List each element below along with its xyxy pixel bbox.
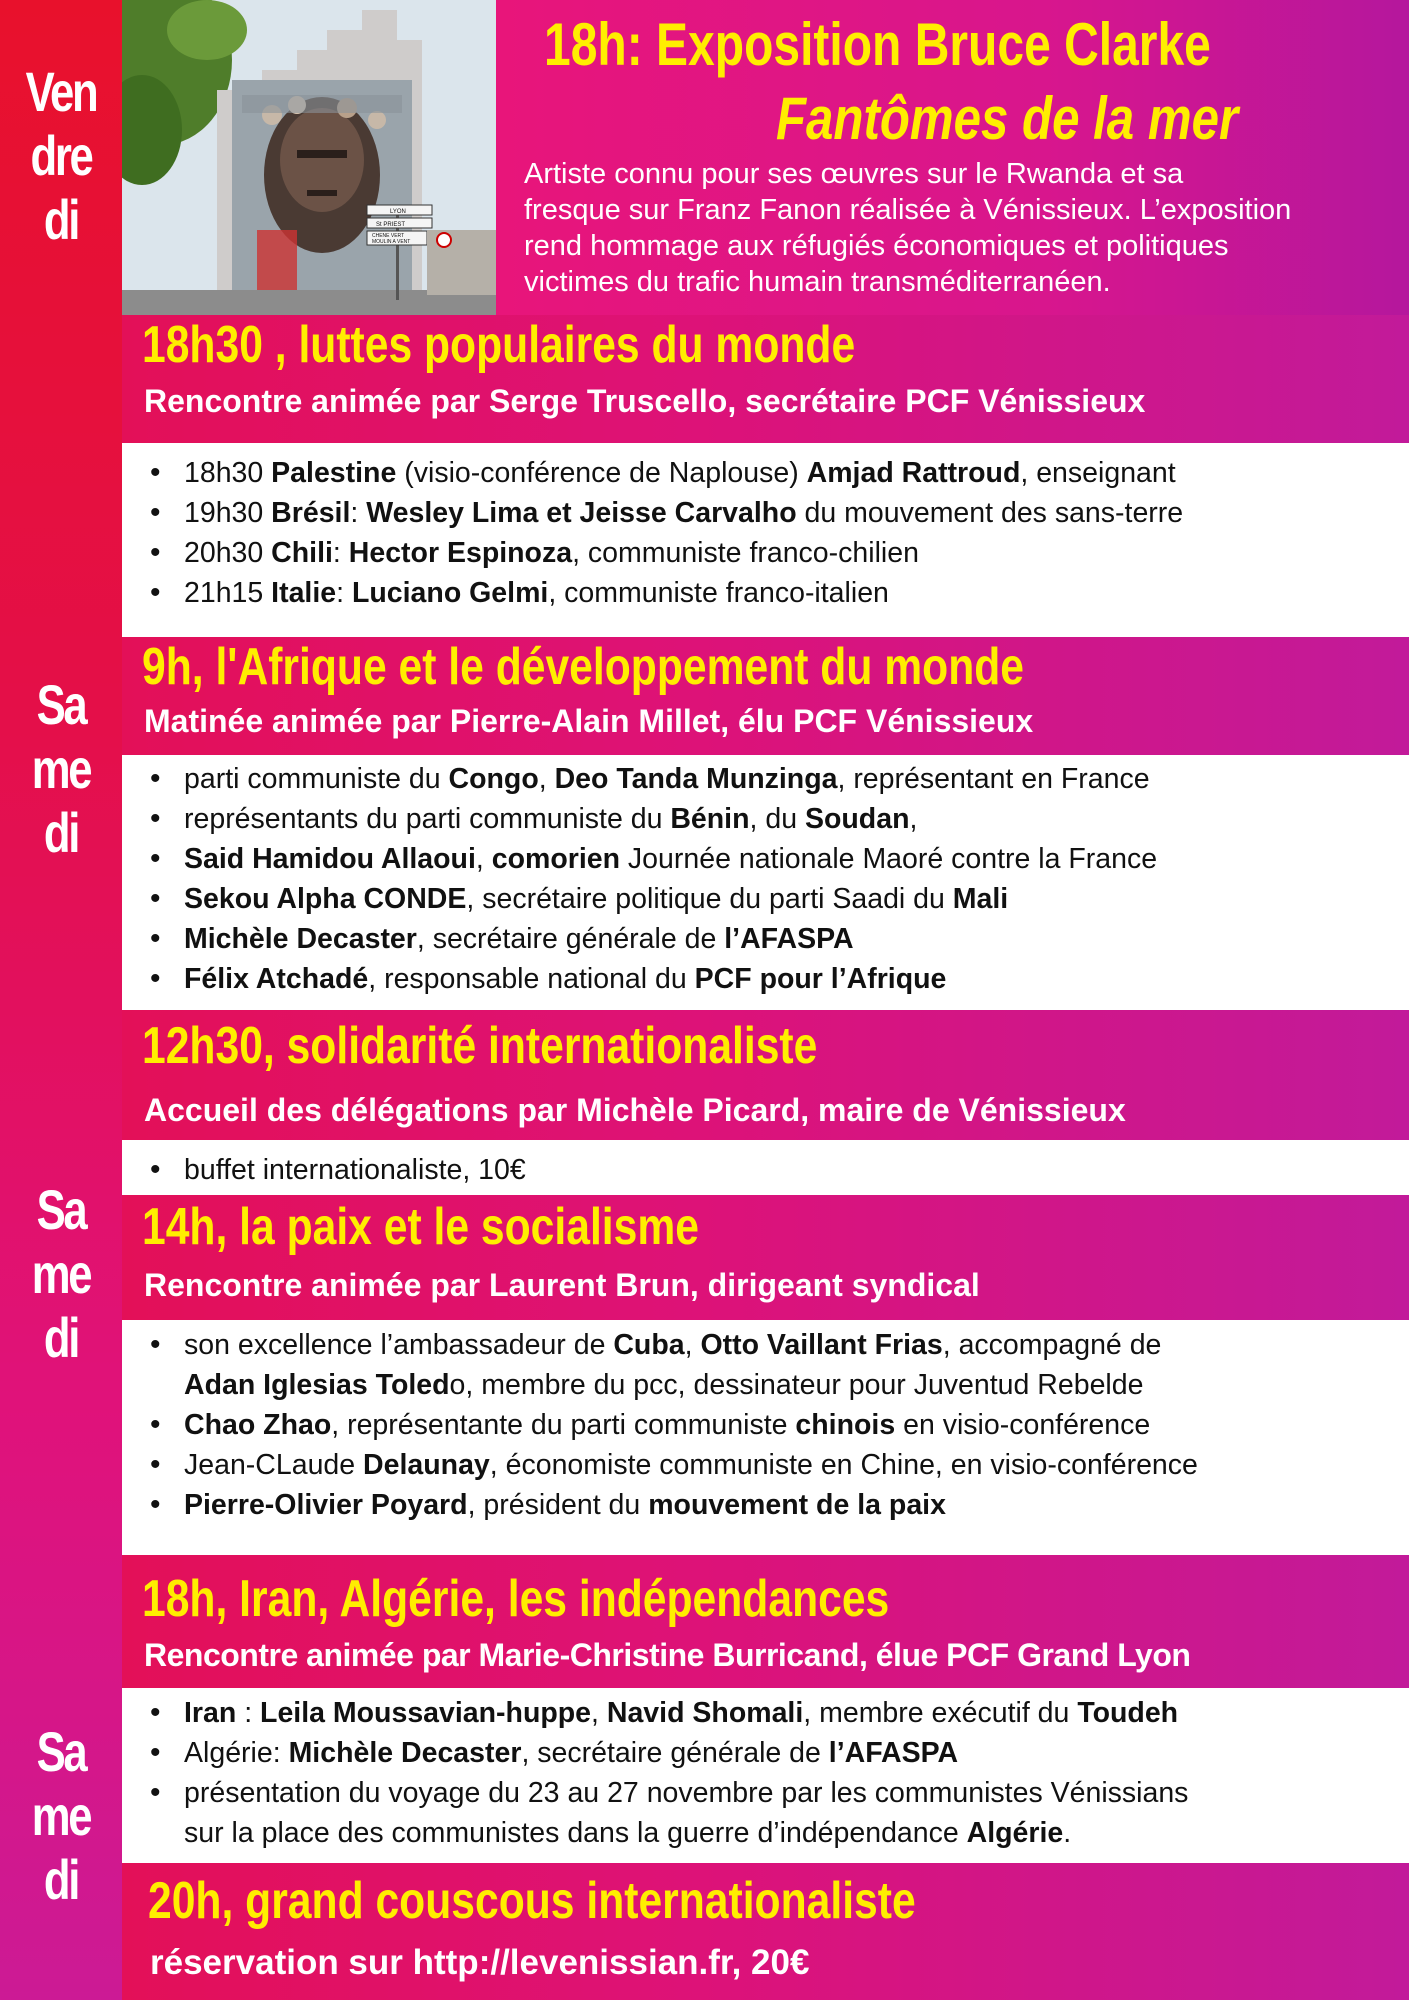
text: , enseignant xyxy=(1020,457,1176,489)
bold-text: Palestine xyxy=(271,457,397,489)
expo-description-line: fresque sur Franz Fanon réalisée à Vénissieux. L’exposition xyxy=(524,194,1292,226)
mural-photo xyxy=(122,0,496,315)
text: parti communiste du xyxy=(184,763,449,795)
bold-text: Navid Shomali xyxy=(606,1697,804,1729)
bold-text: Félix Atchadé xyxy=(184,963,369,995)
list-item xyxy=(184,1445,1409,1485)
text: 18h30 xyxy=(184,457,272,489)
list-item xyxy=(184,1325,1409,1365)
day-label-part: me xyxy=(31,737,91,800)
text: , xyxy=(538,763,555,795)
bold-text: chinois xyxy=(795,1409,896,1441)
session-subtitle: Accueil des délégations par Michèle Picard, maire de Vénissieux xyxy=(144,1092,1126,1128)
text: présentation du voyage du 23 au 27 novembre par les communistes Vénissians xyxy=(184,1777,1189,1809)
list-item xyxy=(184,1150,1409,1190)
day-label-part: di xyxy=(43,801,79,864)
expo-description xyxy=(524,156,1404,300)
text: sur la place des communistes dans la guerre d’indépendance xyxy=(184,1817,967,1849)
bold-text: Wesley Lima et Jeisse Carvalho xyxy=(366,497,797,529)
bold-text: Deo Tanda Munzinga xyxy=(554,763,838,795)
expo-subtitle: Fantômes de la mer xyxy=(776,85,1239,152)
bold-text: Adan Iglesias Toled xyxy=(184,1369,450,1401)
bold-text: Brésil xyxy=(271,497,351,529)
text: , membre exécutif du xyxy=(803,1697,1078,1729)
text: , secrétaire générale de xyxy=(521,1737,829,1769)
bold-text: Michèle Decaster xyxy=(184,923,417,955)
session-afrique-list xyxy=(122,755,1409,1010)
list-item xyxy=(184,1693,1409,1733)
bold-text: Iran xyxy=(184,1697,237,1729)
bold-text: Michèle Decaster xyxy=(288,1737,522,1769)
list-item xyxy=(184,1813,1409,1853)
session-solidarite-list xyxy=(122,1150,1409,1195)
text: 21h15 xyxy=(184,577,272,609)
session-iran-algerie xyxy=(122,1555,1409,1688)
text: , communiste franco-chilien xyxy=(572,537,919,569)
session-subtitle: Matinée animée par Pierre-Alain Millet, élu PCF Vénissieux xyxy=(144,703,1034,739)
session-subtitle: Rencontre animée par Serge Truscello, secrétaire PCF Vénissieux xyxy=(144,383,1146,419)
bold-text: l’AFASPA xyxy=(828,1737,959,1769)
list-item xyxy=(184,1733,1409,1773)
bold-text: Algérie xyxy=(966,1817,1064,1849)
mural-illustration xyxy=(122,0,496,315)
text: son excellence l’ambassadeur de xyxy=(184,1329,614,1361)
list-item xyxy=(184,919,1409,959)
bold-text: comorien xyxy=(491,843,621,875)
text: , représentante du parti communiste xyxy=(331,1409,796,1441)
text: , économiste communiste en Chine, en visio-conférence xyxy=(489,1449,1198,1481)
bold-text: Bénin xyxy=(670,803,750,835)
expo-band xyxy=(496,0,1409,315)
bold-text: Said Hamidou Allaoui xyxy=(184,843,476,875)
text: . xyxy=(1063,1817,1072,1849)
expo-title: 18h: Exposition Bruce Clarke xyxy=(544,11,1211,78)
expo-description-line: rend hommage aux réfugiés économiques et politiques xyxy=(524,230,1229,262)
list-item xyxy=(184,839,1409,879)
day-label-part: dre xyxy=(30,124,92,187)
speaker-list xyxy=(122,755,1409,999)
text: , représentant en France xyxy=(837,763,1150,795)
speaker-list xyxy=(122,1150,1409,1190)
list-item xyxy=(184,1365,1409,1405)
list-item xyxy=(184,453,1409,493)
bold-text: Leila Moussavian-huppe xyxy=(260,1697,592,1729)
text: , accompagné de xyxy=(942,1329,1162,1361)
bold-text: Otto Vaillant Frias xyxy=(700,1329,943,1361)
session-subtitle: réservation sur http://levenissian.fr, 20€ xyxy=(150,1943,810,1982)
session-couscous xyxy=(122,1863,1409,2000)
bold-text: Chili xyxy=(271,537,333,569)
sign-text: MOULIN A VENT xyxy=(372,239,411,245)
day-label-part: Sa xyxy=(36,673,86,736)
text: o, membre du pcc, dessinateur pour Juventud Rebelde xyxy=(449,1369,1144,1401)
text: , xyxy=(475,843,492,875)
text: du mouvement des sans-terre xyxy=(796,497,1184,529)
bold-text: Mali xyxy=(952,883,1009,915)
bold-text: Toudeh xyxy=(1077,1697,1179,1729)
bold-text: Hector Espinoza xyxy=(348,537,573,569)
text: : xyxy=(336,577,352,609)
bold-text: l’AFASPA xyxy=(724,923,854,955)
session-paix-socialisme-list xyxy=(122,1325,1409,1555)
session-subtitle: Rencontre animée par Laurent Brun, dirigeant syndical xyxy=(144,1267,980,1303)
speaker-list xyxy=(122,1325,1409,1525)
expo-description-line: victimes du trafic humain transméditerranéen. xyxy=(524,266,1111,298)
session-title: 9h, l'Afrique et le développement du monde xyxy=(142,638,1025,696)
text: , xyxy=(909,803,918,835)
session-title: 14h, la paix et le socialisme xyxy=(142,1198,699,1256)
text: : xyxy=(332,537,349,569)
list-item xyxy=(184,799,1409,839)
bold-text: PCF pour l’Afrique xyxy=(694,963,947,995)
session-title: 18h, Iran, Algérie, les indépendances xyxy=(142,1570,890,1628)
text: buffet internationaliste, 10€ xyxy=(184,1154,526,1186)
text: , communiste franco-italien xyxy=(548,577,889,609)
sign-text: CHENE VERT xyxy=(372,233,405,239)
list-item xyxy=(184,759,1409,799)
text: , responsable national du xyxy=(368,963,695,995)
session-solidarite xyxy=(122,1010,1409,1140)
text: Journée nationale Maoré contre la France xyxy=(620,843,1158,875)
day-label-friday xyxy=(13,60,108,252)
expo-description-line: Artiste connu pour ses œuvres sur le Rwanda et sa xyxy=(524,158,1184,190)
list-item xyxy=(184,533,1409,573)
session-iran-algerie-list xyxy=(122,1693,1409,1863)
session-subtitle: Rencontre animée par Marie-Christine Burricand, élue PCF Grand Lyon xyxy=(144,1637,1191,1673)
bold-text: Delaunay xyxy=(363,1449,490,1481)
text: représentants du parti communiste du xyxy=(184,803,671,835)
day-label-part: di xyxy=(43,188,79,251)
session-luttes-populaires-list xyxy=(122,447,1409,637)
day-label-part: Ven xyxy=(25,60,97,123)
bold-text: Chao Zhao xyxy=(184,1409,332,1441)
bold-text: Amjad Rattroud xyxy=(806,457,1021,489)
day-label-saturday-1 xyxy=(13,673,108,865)
sign-text: St PRIEST xyxy=(376,222,406,228)
text: , du xyxy=(749,803,805,835)
day-label-part: me xyxy=(31,1784,91,1847)
bold-text: Sekou Alpha CONDE xyxy=(184,883,467,915)
session-title: 18h30 , luttes populaires du monde xyxy=(142,316,856,374)
text: Jean-CLaude xyxy=(184,1449,364,1481)
day-label-saturday-3 xyxy=(13,1720,108,1912)
text: : xyxy=(350,497,367,529)
text: 20h30 xyxy=(184,537,272,569)
day-label-part: di xyxy=(43,1306,79,1369)
day-label-part: di xyxy=(43,1848,79,1911)
speaker-list xyxy=(122,1693,1409,1853)
text: : xyxy=(236,1697,261,1729)
session-paix-socialisme xyxy=(122,1195,1409,1320)
session-luttes-populaires xyxy=(122,315,1409,443)
list-item xyxy=(184,1773,1409,1813)
bold-text: Pierre-Olivier Poyard xyxy=(184,1489,468,1521)
list-item xyxy=(184,1485,1409,1525)
bold-text: Congo xyxy=(448,763,539,795)
list-item xyxy=(184,959,1409,999)
list-item xyxy=(184,1405,1409,1445)
day-label-part: Sa xyxy=(36,1720,86,1783)
bold-text: Soudan xyxy=(804,803,910,835)
text: , xyxy=(591,1697,607,1729)
list-item xyxy=(184,573,1409,613)
bold-text: Luciano Gelmi xyxy=(351,577,549,609)
bold-text: Cuba xyxy=(613,1329,685,1361)
text: , secrétaire générale de xyxy=(416,923,725,955)
bold-text: mouvement de la paix xyxy=(648,1489,946,1521)
day-label-saturday-2 xyxy=(13,1178,108,1370)
list-item xyxy=(184,879,1409,919)
text: en visio-conférence xyxy=(895,1409,1151,1441)
text: , xyxy=(684,1329,701,1361)
day-label-part: me xyxy=(31,1242,91,1305)
text: (visio-conférence de Naplouse) xyxy=(396,457,807,489)
text: , secrétaire politique du parti Saadi du xyxy=(466,883,953,915)
text: , président du xyxy=(467,1489,649,1521)
day-label-part: Sa xyxy=(36,1178,86,1241)
day-sidebar xyxy=(0,0,122,2000)
bold-text: Italie xyxy=(271,577,337,609)
sign-text: LYON xyxy=(390,209,406,215)
text: 19h30 xyxy=(184,497,272,529)
session-title: 20h, grand couscous internationaliste xyxy=(148,1872,916,1930)
session-afrique xyxy=(122,637,1409,755)
text: Algérie: xyxy=(184,1737,289,1769)
speaker-list xyxy=(122,447,1409,613)
list-item xyxy=(184,493,1409,533)
session-title: 12h30, solidarité internationaliste xyxy=(142,1017,818,1075)
